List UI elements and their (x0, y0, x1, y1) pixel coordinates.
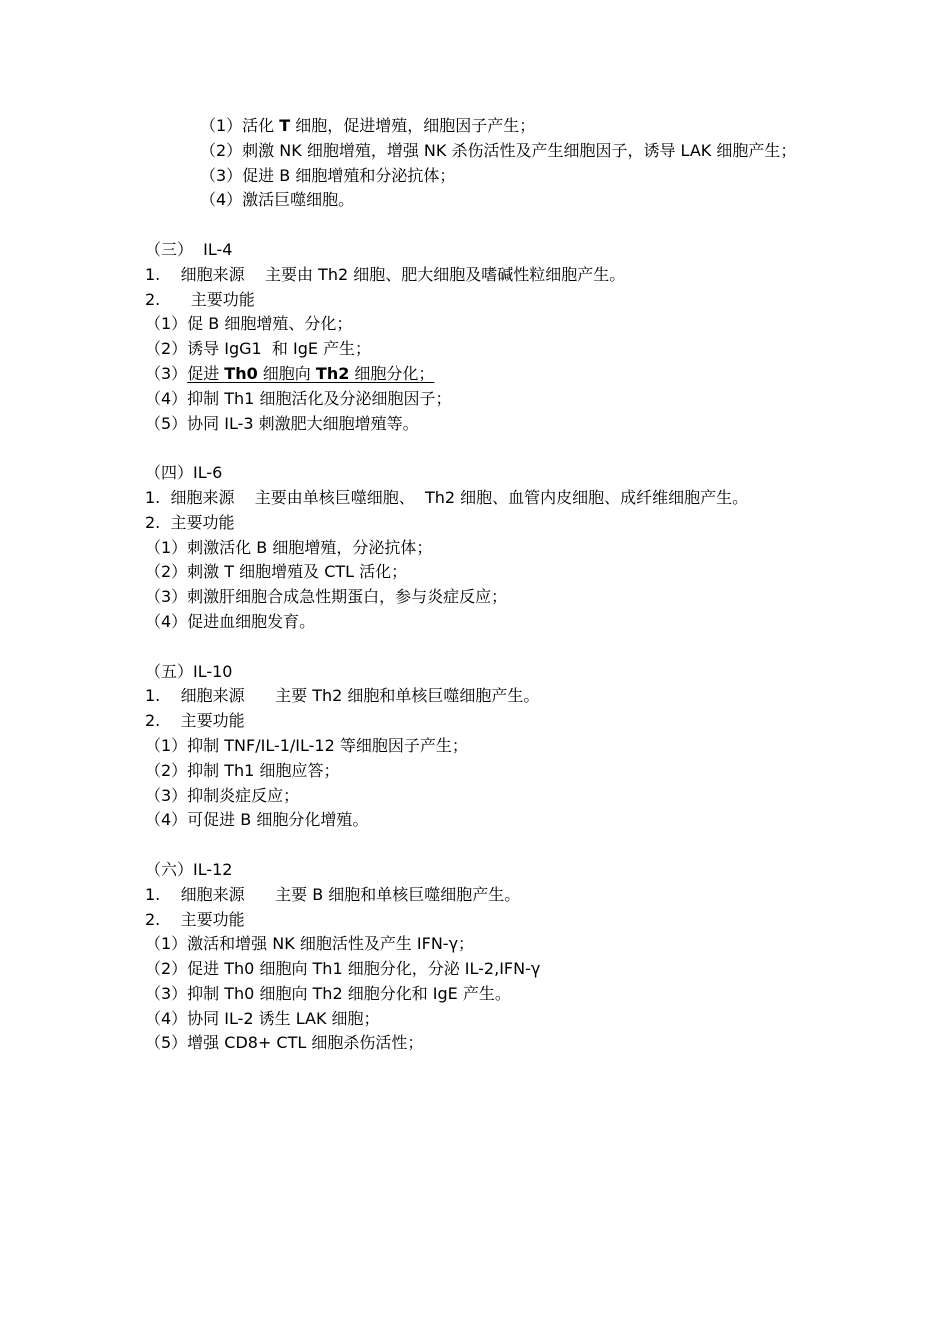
il4-function-1: （1）促 B 细胞增殖、分化； (145, 314, 353, 334)
il4-f3-bold-th2: Th2 (315, 363, 350, 383)
il4-source: 1. 细胞来源 主要由 Th2 细胞、肥大细胞及嗜碱性粒细胞产生。 (145, 264, 626, 284)
il4-function-heading: 2. 主要功能 (145, 289, 255, 309)
il10-function-4: （4）可促进 B 细胞分化增殖。 (145, 810, 369, 830)
il2-function-3: （3）促进 B 细胞增殖和分泌抗体； (200, 165, 456, 185)
il10-heading: （五）IL-10 (145, 661, 233, 681)
il6-function-2: （2）刺激 T 细胞增殖及 CTL 活化； (145, 562, 408, 582)
il6-function-4: （4）促进血细胞发育。 (145, 611, 316, 631)
il10-function-1: （1）抑制 TNF/IL-1/IL-12 等细胞因子产生； (145, 735, 468, 755)
il10-function-heading: 2. 主要功能 (145, 711, 245, 731)
il2-function-1-text: （1）活化 (200, 116, 280, 135)
il4-f3-part-e: 细胞分化； (349, 363, 435, 383)
il4-function-5: （5）协同 IL-3 刺激肥大细胞增殖等。 (145, 413, 419, 433)
il4-function-2: （2）诱导 IgG1 和 IgE 产生； (145, 339, 372, 359)
il4-function-4: （4）抑制 Th1 细胞活化及分泌细胞因子； (145, 388, 452, 408)
il6-function-3: （3）刺激肝细胞合成急性期蛋白，参与炎症反应； (145, 587, 508, 607)
il6-function-1: （1）刺激活化 B 细胞增殖，分泌抗体； (145, 537, 433, 557)
il12-function-1: （1）激活和增强 NK 细胞活性及产生 IFN-γ； (145, 934, 475, 954)
il12-function-5: （5）增强 CD8+ CTL 细胞杀伤活性； (145, 1033, 424, 1053)
il4-f3-part-c: 细胞向 (257, 363, 316, 383)
spacer (145, 213, 810, 238)
il4-heading: （三） IL-4 (145, 239, 233, 259)
il4-function-3 (145, 362, 810, 387)
il2-function-1-bold: T (279, 116, 291, 135)
il6-heading: （四）IL-6 (145, 463, 223, 483)
il4-f3-part-a: 促进 (187, 363, 225, 383)
il10-function-3: （3）抑制炎症反应； (145, 785, 300, 805)
il6-function-heading: 2. 主要功能 (145, 512, 235, 532)
spacer (145, 635, 810, 660)
spacer (145, 436, 810, 461)
il2-function-1 (145, 114, 810, 139)
il2-function-4: （4）激活巨噬细胞。 (200, 190, 355, 210)
il2-function-1-rest: 细胞，促进增殖，细胞因子产生； (290, 116, 536, 135)
il12-function-heading: 2. 主要功能 (145, 909, 245, 929)
spacer (145, 833, 810, 858)
il10-source: 1. 细胞来源 主要 Th2 细胞和单核巨噬细胞产生。 (145, 686, 540, 706)
il2-function-2: （2）刺激 NK 细胞增殖，增强 NK 杀伤活性及产生细胞因子，诱导 LAK 细胞产生； (200, 140, 797, 160)
il4-f3-bold-th0: Th0 (224, 363, 258, 383)
il10-function-2: （2）抑制 Th1 细胞应答； (145, 760, 340, 780)
il6-source: 1. 细胞来源 主要由单核巨噬细胞、 Th2 细胞、血管内皮细胞、成纤维细胞产生。 (145, 487, 749, 507)
il12-function-3: （3）抑制 Th0 细胞向 Th2 细胞分化和 IgE 产生。 (145, 983, 511, 1003)
il12-function-4: （4）协同 IL-2 诱生 LAK 细胞； (145, 1008, 380, 1028)
il12-heading: （六）IL-12 (145, 859, 233, 879)
document-body (145, 114, 810, 1056)
il12-source: 1. 细胞来源 主要 B 细胞和单核巨噬细胞产生。 (145, 884, 521, 904)
il4-function-3-underlined (187, 364, 434, 383)
il12-function-2: （2）促进 Th0 细胞向 Th1 细胞分化，分泌 IL-2,IFN-γ (145, 959, 541, 979)
il4-function-3-number: （3） (145, 363, 188, 383)
